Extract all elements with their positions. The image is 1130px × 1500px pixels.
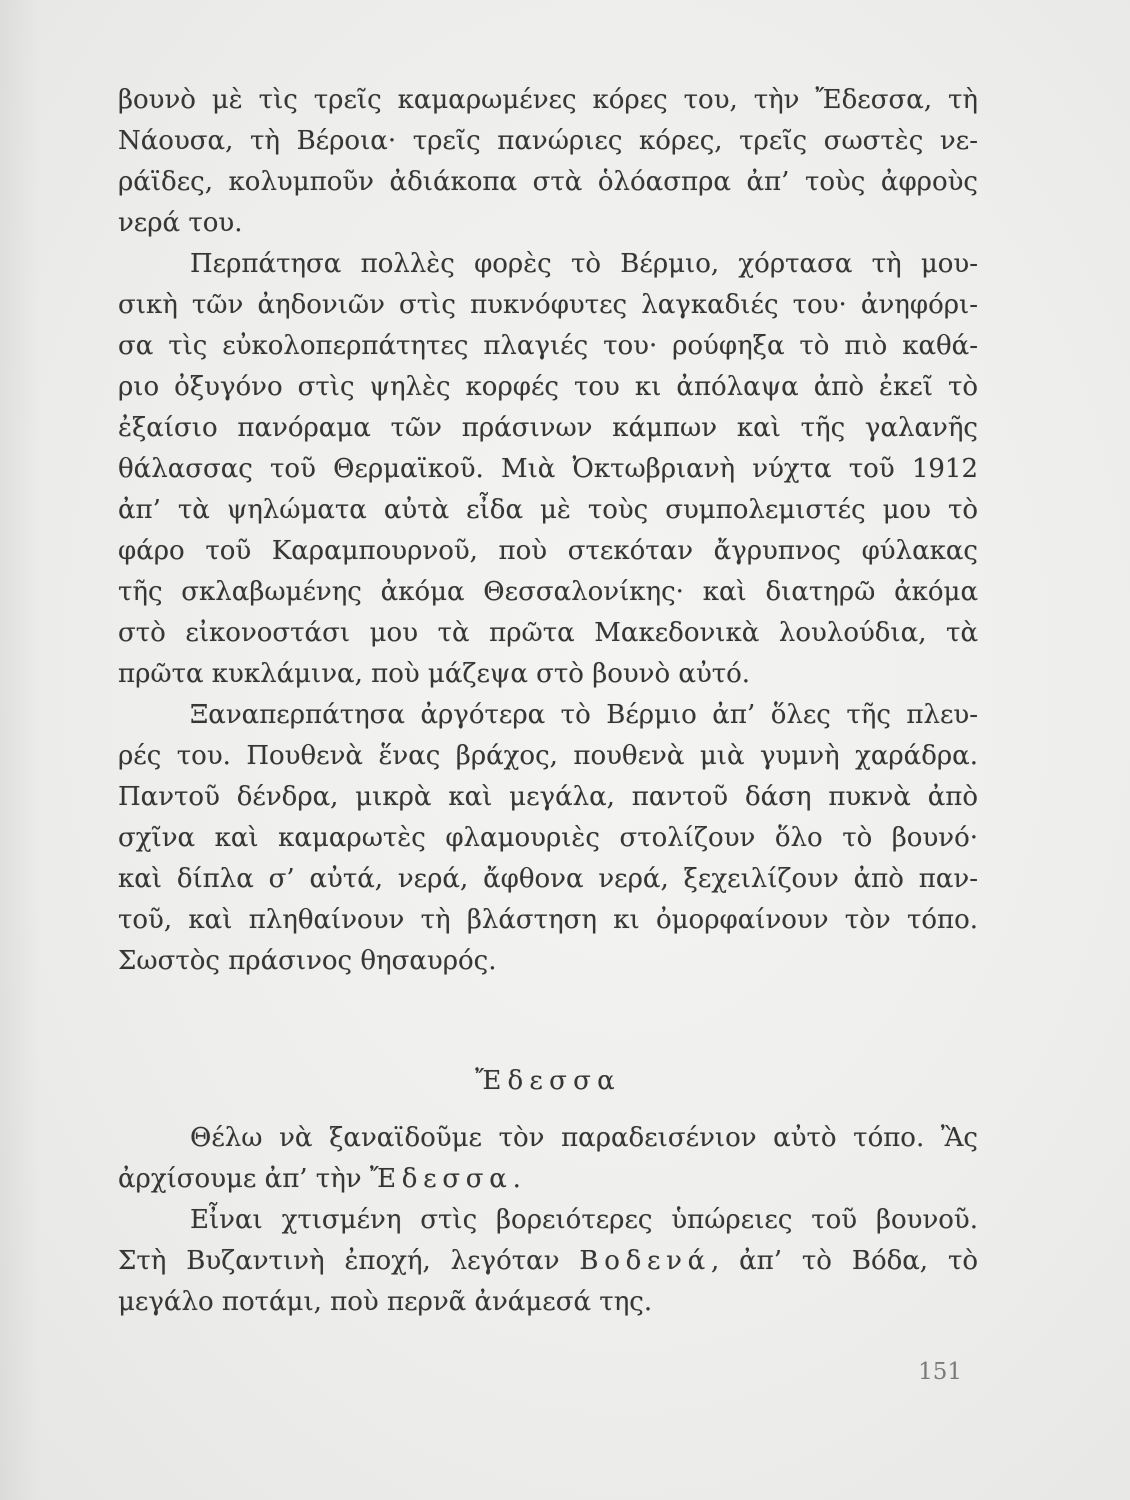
paragraph xyxy=(118,1118,978,1200)
section-heading: Ἔδεσσα xyxy=(475,1066,621,1096)
text-line: σικὴ τῶν ἀηδονιῶν στὶς πυκνόφυτες λαγκαδιές του· ἀνηφόρι- xyxy=(118,290,978,320)
paragraph xyxy=(118,1200,978,1323)
text-line: Παντοῦ δένδρα, μικρὰ καὶ μεγάλα, παντοῦ δάση πυκνὰ ἀπὸ xyxy=(118,782,978,812)
text-segment: . xyxy=(512,1164,521,1194)
text-line: μεγάλο ποτάμι, ποὺ περνᾶ ἀνάμεσά της. xyxy=(118,1287,653,1317)
text-line: φάρο τοῦ Καραμπουρνοῦ, ποὺ στεκόταν ἄγρυπνος φύλακας xyxy=(118,536,978,566)
page-number: 151 xyxy=(918,1359,962,1385)
text-line: σα τὶς εὐκολοπερπάτητες πλαγιές του· ρούφηξα τὸ πιὸ καθά- xyxy=(118,331,978,361)
text-segment: ἀρχίσουμε ἀπ’ τὴν xyxy=(118,1164,370,1194)
text-line: ριο ὀξυγόνο στὶς ψηλὲς κορφές του κι ἀπόλαψα ἀπὸ ἐκεῖ τὸ xyxy=(118,372,978,402)
text-line: Ξαναπερπάτησα ἀργότερα τὸ Βέρμιο ἀπ’ ὅλες τῆς πλευ- xyxy=(190,700,978,730)
text-line: Εἶναι χτισμένη στὶς βορειότερες ὑπώρειες τοῦ βουνοῦ. xyxy=(190,1205,978,1235)
text-line: ἀπ’ τὰ ψηλώματα αὐτὰ εἶδα μὲ τοὺς συμπολεμιστές μου τὸ xyxy=(118,495,978,525)
main-text xyxy=(118,80,978,982)
text-line: σχῖνα καὶ καμαρωτὲς φλαμουριὲς στολίζουν ὅλο τὸ βουνό· xyxy=(118,823,978,853)
text-line: Περπάτησα πολλὲς φορὲς τὸ Βέρμιο, χόρτασα τὴ μου- xyxy=(190,249,978,279)
text-line xyxy=(118,1241,978,1282)
paragraph xyxy=(118,244,978,695)
text-line: ἐξαίσιο πανόραμα τῶν πράσινων κάμπων καὶ τῆς γαλανῆς xyxy=(118,413,978,443)
text-line: τῆς σκλαβωμένης ἀκόμα Θεσσαλονίκης· καὶ διατηρῶ ἀκόμα xyxy=(118,577,978,607)
text-line: τοῦ, καὶ πληθαίνουν τὴ βλάστηση κι ὀμορφαίνουν τὸν τόπο. xyxy=(118,905,978,935)
text-line: καὶ δίπλα σ’ αὐτά, νερά, ἄφθονα νερά, ξεχειλίζουν ἀπὸ παν- xyxy=(118,864,978,894)
text-line: Θέλω νὰ ξαναϊδοῦμε τὸν παραδεισένιον αὐτὸ τόπο. Ἂς xyxy=(190,1123,978,1153)
spaced-word: Ἔδεσσα xyxy=(369,1164,513,1194)
text-line: Νάουσα, τὴ Βέροια· τρεῖς πανώριες κόρες, τρεῖς σωστὲς νε- xyxy=(118,126,978,156)
text-segment: , ἀπ’ τὸ Βόδα, τὸ xyxy=(710,1246,978,1276)
spaced-word: Βοδενά xyxy=(579,1246,711,1276)
text-line xyxy=(118,1159,978,1200)
text-segment: Στὴ Βυζαντινὴ ἐποχή, λεγόταν xyxy=(118,1246,580,1276)
text-line: θάλασσας τοῦ Θερμαϊκοῦ. Μιὰ Ὀκτωβριανὴ νύχτα τοῦ 1912 xyxy=(118,454,978,484)
text-line: ρές του. Πουθενὰ ἕνας βράχος, πουθενὰ μιὰ γυμνὴ χαράδρα. xyxy=(118,741,978,771)
paragraph xyxy=(118,80,978,244)
text-line: στὸ εἰκονοστάσι μου τὰ πρῶτα Μακεδονικὰ λουλούδια, τὰ xyxy=(118,618,978,648)
text-line: βουνὸ μὲ τὶς τρεῖς καμαρωμένες κόρες του, τὴν Ἔδεσσα, τὴ xyxy=(118,85,978,115)
text-line: νερά του. xyxy=(118,208,243,238)
text-line: πρῶτα κυκλάμινα, ποὺ μάζεψα στὸ βουνὸ αὐτό. xyxy=(118,659,751,689)
section-text xyxy=(118,1118,978,1323)
text-line: Σωστὸς πράσινος θησαυρός. xyxy=(118,946,497,976)
paragraph xyxy=(118,695,978,982)
text-line: ράϊδες, κολυμποῦν ἀδιάκοπα στὰ ὁλόασπρα ἀπ’ τοὺς ἀφροὺς xyxy=(118,167,978,197)
